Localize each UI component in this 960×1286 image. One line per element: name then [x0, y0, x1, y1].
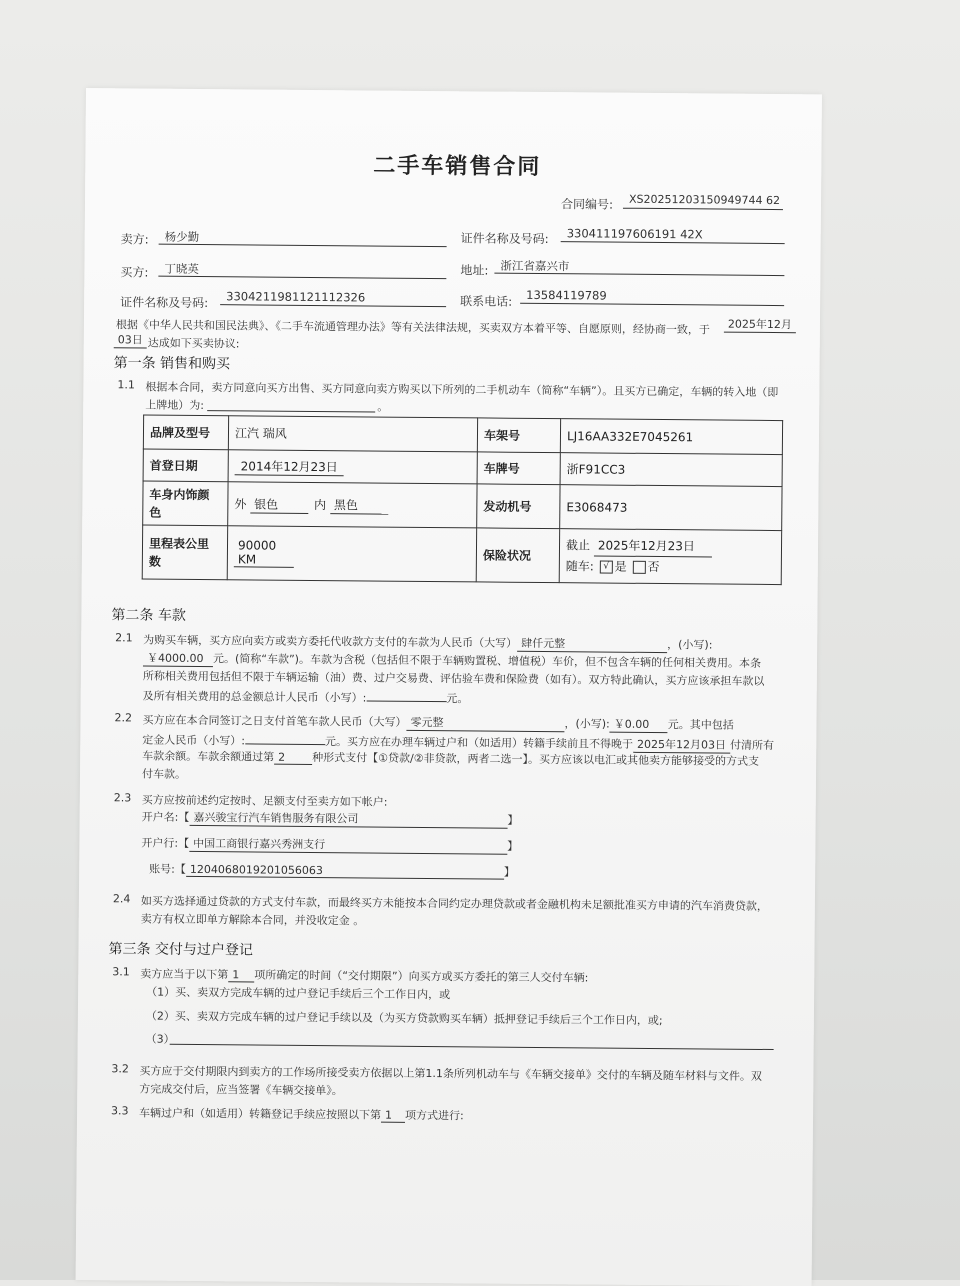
art2-3-num: 2.3	[113, 791, 132, 805]
transfer-option: 1	[381, 1109, 405, 1123]
outer-color-label: 外	[234, 496, 247, 511]
account-no-close: 】	[503, 865, 515, 879]
art3-3-text-b: 项方式进行:	[404, 1108, 464, 1123]
contract-no-label: 合同编号:	[560, 197, 614, 212]
engine-value: E3068473	[560, 485, 782, 531]
table-row	[143, 481, 782, 531]
intro-date-a: 2025年12月	[724, 316, 796, 334]
mileage-label-b: 数	[148, 554, 161, 569]
seller-id-label: 证件名称及号码:	[460, 231, 549, 247]
art3-1-option-3: （3）	[145, 1032, 175, 1046]
first-reg-value: 2014年12月23日	[235, 457, 344, 476]
art2-2-text-e: 元。买方应在办理车辆过户和（如适用）转籍手续前且不得晚于	[324, 735, 634, 751]
total-amount-blank	[366, 687, 446, 702]
contract-no-value: XS20251203150949744 62	[628, 192, 781, 208]
article-1-title: 第一条 销售和购买	[113, 355, 231, 373]
art1-1-num: 1.1	[117, 378, 135, 392]
vehicle-table	[142, 415, 783, 586]
account-no-label: 账号:【	[149, 862, 186, 876]
with-car-label: 随车:	[565, 559, 594, 574]
table-row	[143, 415, 782, 455]
art2-1-text-d: 所称相关费用包括但不限于车辆运输（油）费、过户交易费、评估验车费和保险费（如有）。双方特此确认，买方应该承担车款以	[142, 669, 765, 688]
payment-way: 2	[274, 751, 312, 765]
outer-color-value: 银色	[250, 495, 308, 514]
art2-1-text-b: ，(小写):	[667, 638, 713, 652]
art2-2-amount-figure: ￥0.00	[610, 716, 668, 734]
art3-1-text-a: 卖方应当于以下第	[140, 967, 229, 982]
seller-label: 卖方:	[120, 232, 149, 247]
art2-1-text-c: 元。(简称“车款”)。车款为含税（包括但不限于车辆购置税、增值税）车价，但不包含车辆的任何相关费用。本条	[212, 652, 762, 670]
color-label-b: 色	[149, 505, 162, 520]
mileage-label-a: 里程表公里	[148, 536, 210, 551]
plate-value: 浙F91CC3	[560, 453, 782, 487]
art1-1-text-a: 根据本合同，卖方同意向买方出售、买方同意向卖方购买以下所列的二手机动车（简称“车辆”）。且买方已确定，车辆的转入地（即	[145, 380, 779, 400]
transfer-place-line	[207, 395, 375, 412]
art2-2-deadline: 2025年12月03日	[633, 736, 730, 754]
intro-text-a: 根据《中华人民共和国民法典》、《二手车流通管理办法》等有关法律法规，买卖双方本着平等、自愿原则，经协商一致，于	[115, 318, 710, 337]
art2-2-text-i: 付车款。	[141, 767, 187, 781]
bank-label: 开户行:【	[141, 836, 190, 850]
article-3-title: 第三条 交付与过户登记	[108, 941, 254, 959]
buyer-value: 丁晓英	[164, 261, 199, 276]
account-name-label: 开户名:【	[141, 810, 190, 824]
art2-2-amount-words: 零元整	[406, 714, 564, 732]
insurance-yes-checkbox[interactable]: √	[600, 561, 613, 574]
art2-2-num: 2.2	[114, 711, 133, 725]
buyer-label: 买方:	[120, 265, 149, 280]
art2-2-text-g: 车款余额。车款余额通过第	[142, 749, 275, 764]
address-label: 地址:	[460, 263, 489, 278]
plate-label: 车牌号	[477, 452, 560, 485]
art3-2-text-b: 方完成交付后，应当签署《车辆交接单》。	[139, 1082, 343, 1098]
contract-sheet	[76, 88, 822, 1286]
delivery-option: 1	[228, 968, 254, 982]
seller-value: 杨少勤	[164, 229, 200, 244]
art3-1-option-1: （1）买、卖双方完成车辆的过户登记手续后三个工作日内，或	[146, 985, 451, 1002]
bank-close: 】	[507, 839, 519, 853]
insurance-until-label: 截止	[565, 538, 591, 553]
art3-2-num: 3.2	[111, 1062, 129, 1076]
insurance-yes-label: 是	[614, 559, 627, 574]
art3-3-num: 3.3	[111, 1104, 129, 1118]
article-2-title: 第二条 车款	[111, 607, 186, 624]
color-label-a: 车身内饰颜	[149, 487, 210, 502]
art1-1-text-c: 。	[377, 400, 389, 414]
brand-label: 品牌及型号	[143, 415, 228, 450]
vin-value: LJ16AA332E7045261	[560, 419, 782, 455]
table-row	[142, 525, 781, 585]
art3-1-num: 3.1	[112, 965, 130, 979]
account-no-value: 1204068019201056063	[186, 863, 504, 880]
art1-1-text-b: 上牌地）为:	[145, 398, 205, 413]
art2-3-text: 买方应按前述约定按时、足额支付至卖方如下帐户:	[141, 793, 388, 809]
art2-1-text-e: 及所有相关费用的总金额总计人民币（小写）:	[142, 689, 367, 705]
art2-4-num: 2.4	[112, 892, 131, 906]
phone-value: 13584119789	[526, 287, 607, 303]
art2-1-text-f: 元。	[446, 692, 469, 706]
art2-2-text-d: 定金人民币（小写）:	[142, 733, 246, 748]
engine-label: 发动机号	[477, 484, 560, 529]
art2-4-text-a: 如买方选择通过贷款的方式支付车款，而最终买方未能按本合同约定办理贷款或者金融机构未足额批准买方申请的汽车消费贷款，	[140, 894, 768, 913]
insurance-label: 保险状况	[476, 528, 559, 583]
brand-value: 江汽 瑞风	[228, 416, 477, 452]
art2-4-text-b: 卖方有权立即单方解除本合同，并没收定金 。	[140, 912, 365, 928]
art2-1-amount-figure: ￥4000.00	[143, 650, 213, 668]
art2-1-amount-words: 肆仟元整	[517, 635, 667, 653]
account-name-value: 嘉兴骏宝行汽车销售服务有限公司	[189, 809, 507, 829]
intro-text-b: 达成如下买卖协议:	[147, 336, 240, 351]
art2-1-num: 2.1	[115, 631, 133, 645]
art2-1-text-a: 为购买车辆，买方应向卖方或卖方委托代收款方支付的车款为人民币（大写）	[143, 633, 518, 650]
art3-1-text-b: 项所确定的时间（“交付期限”）向买方或买方委托的第三人交付车辆:	[254, 968, 589, 985]
mileage-value: 90000 KM	[234, 538, 294, 568]
deposit-blank	[245, 730, 325, 745]
buyer-id-label: 证件名称及号码:	[120, 295, 209, 311]
art2-2-text-f: 付清所有	[729, 738, 775, 753]
art2-2-text-a: 买方应在本合同签订之日支付首笔车款人民币（大写）	[142, 713, 407, 729]
option-3-line	[170, 1029, 774, 1050]
account-name-close: 】	[507, 813, 519, 827]
first-reg-label: 首登日期	[143, 449, 228, 482]
address-value: 浙江省嘉兴市	[500, 258, 570, 274]
seller-line	[159, 229, 447, 248]
phone-label: 联系电话:	[460, 294, 513, 309]
art2-2-text-c: 元。其中包括	[667, 718, 734, 732]
art2-2-text-b: ，(小写):	[564, 717, 610, 731]
insurance-no-checkbox[interactable]	[633, 561, 646, 574]
vin-label: 车架号	[477, 418, 560, 453]
insurance-no-label: 否	[647, 559, 660, 575]
art2-2-text-h: 种形式支付【①贷款/②非贷款，两者二选一】。买方应该以电汇或其他卖方能够接受的方式支	[312, 750, 760, 768]
seller-id-value: 330411197606191 42X	[566, 226, 703, 242]
inner-color-label: 内	[313, 497, 327, 512]
insurance-until-value: 2025年12月23日	[594, 535, 712, 557]
art3-2-text-a: 买方应于交付期限内到卖方的工作场所接受卖方依据以上第1.1条所列机动车与《车辆交接单》交付的车辆及随车材料与文件。双	[139, 1064, 762, 1083]
art3-1-option-2: （2）买、卖双方完成车辆的过户登记手续以及（为买方贷款购买车辆）抵押登记手续后三个工作日内，或;	[145, 1009, 663, 1028]
buyer-id-value: 3304211981121112326	[226, 289, 366, 305]
buyer-line	[158, 261, 446, 280]
bank-value: 中国工商银行嘉兴秀洲支行	[189, 835, 507, 855]
art3-3-text-a: 车辆过户和（如适用）转籍登记手续应按照以下第	[139, 1106, 382, 1122]
inner-color-value: 黑色	[330, 496, 388, 515]
document-title: 二手车销售合同	[373, 153, 542, 180]
intro-date-b: 03日	[114, 331, 147, 348]
